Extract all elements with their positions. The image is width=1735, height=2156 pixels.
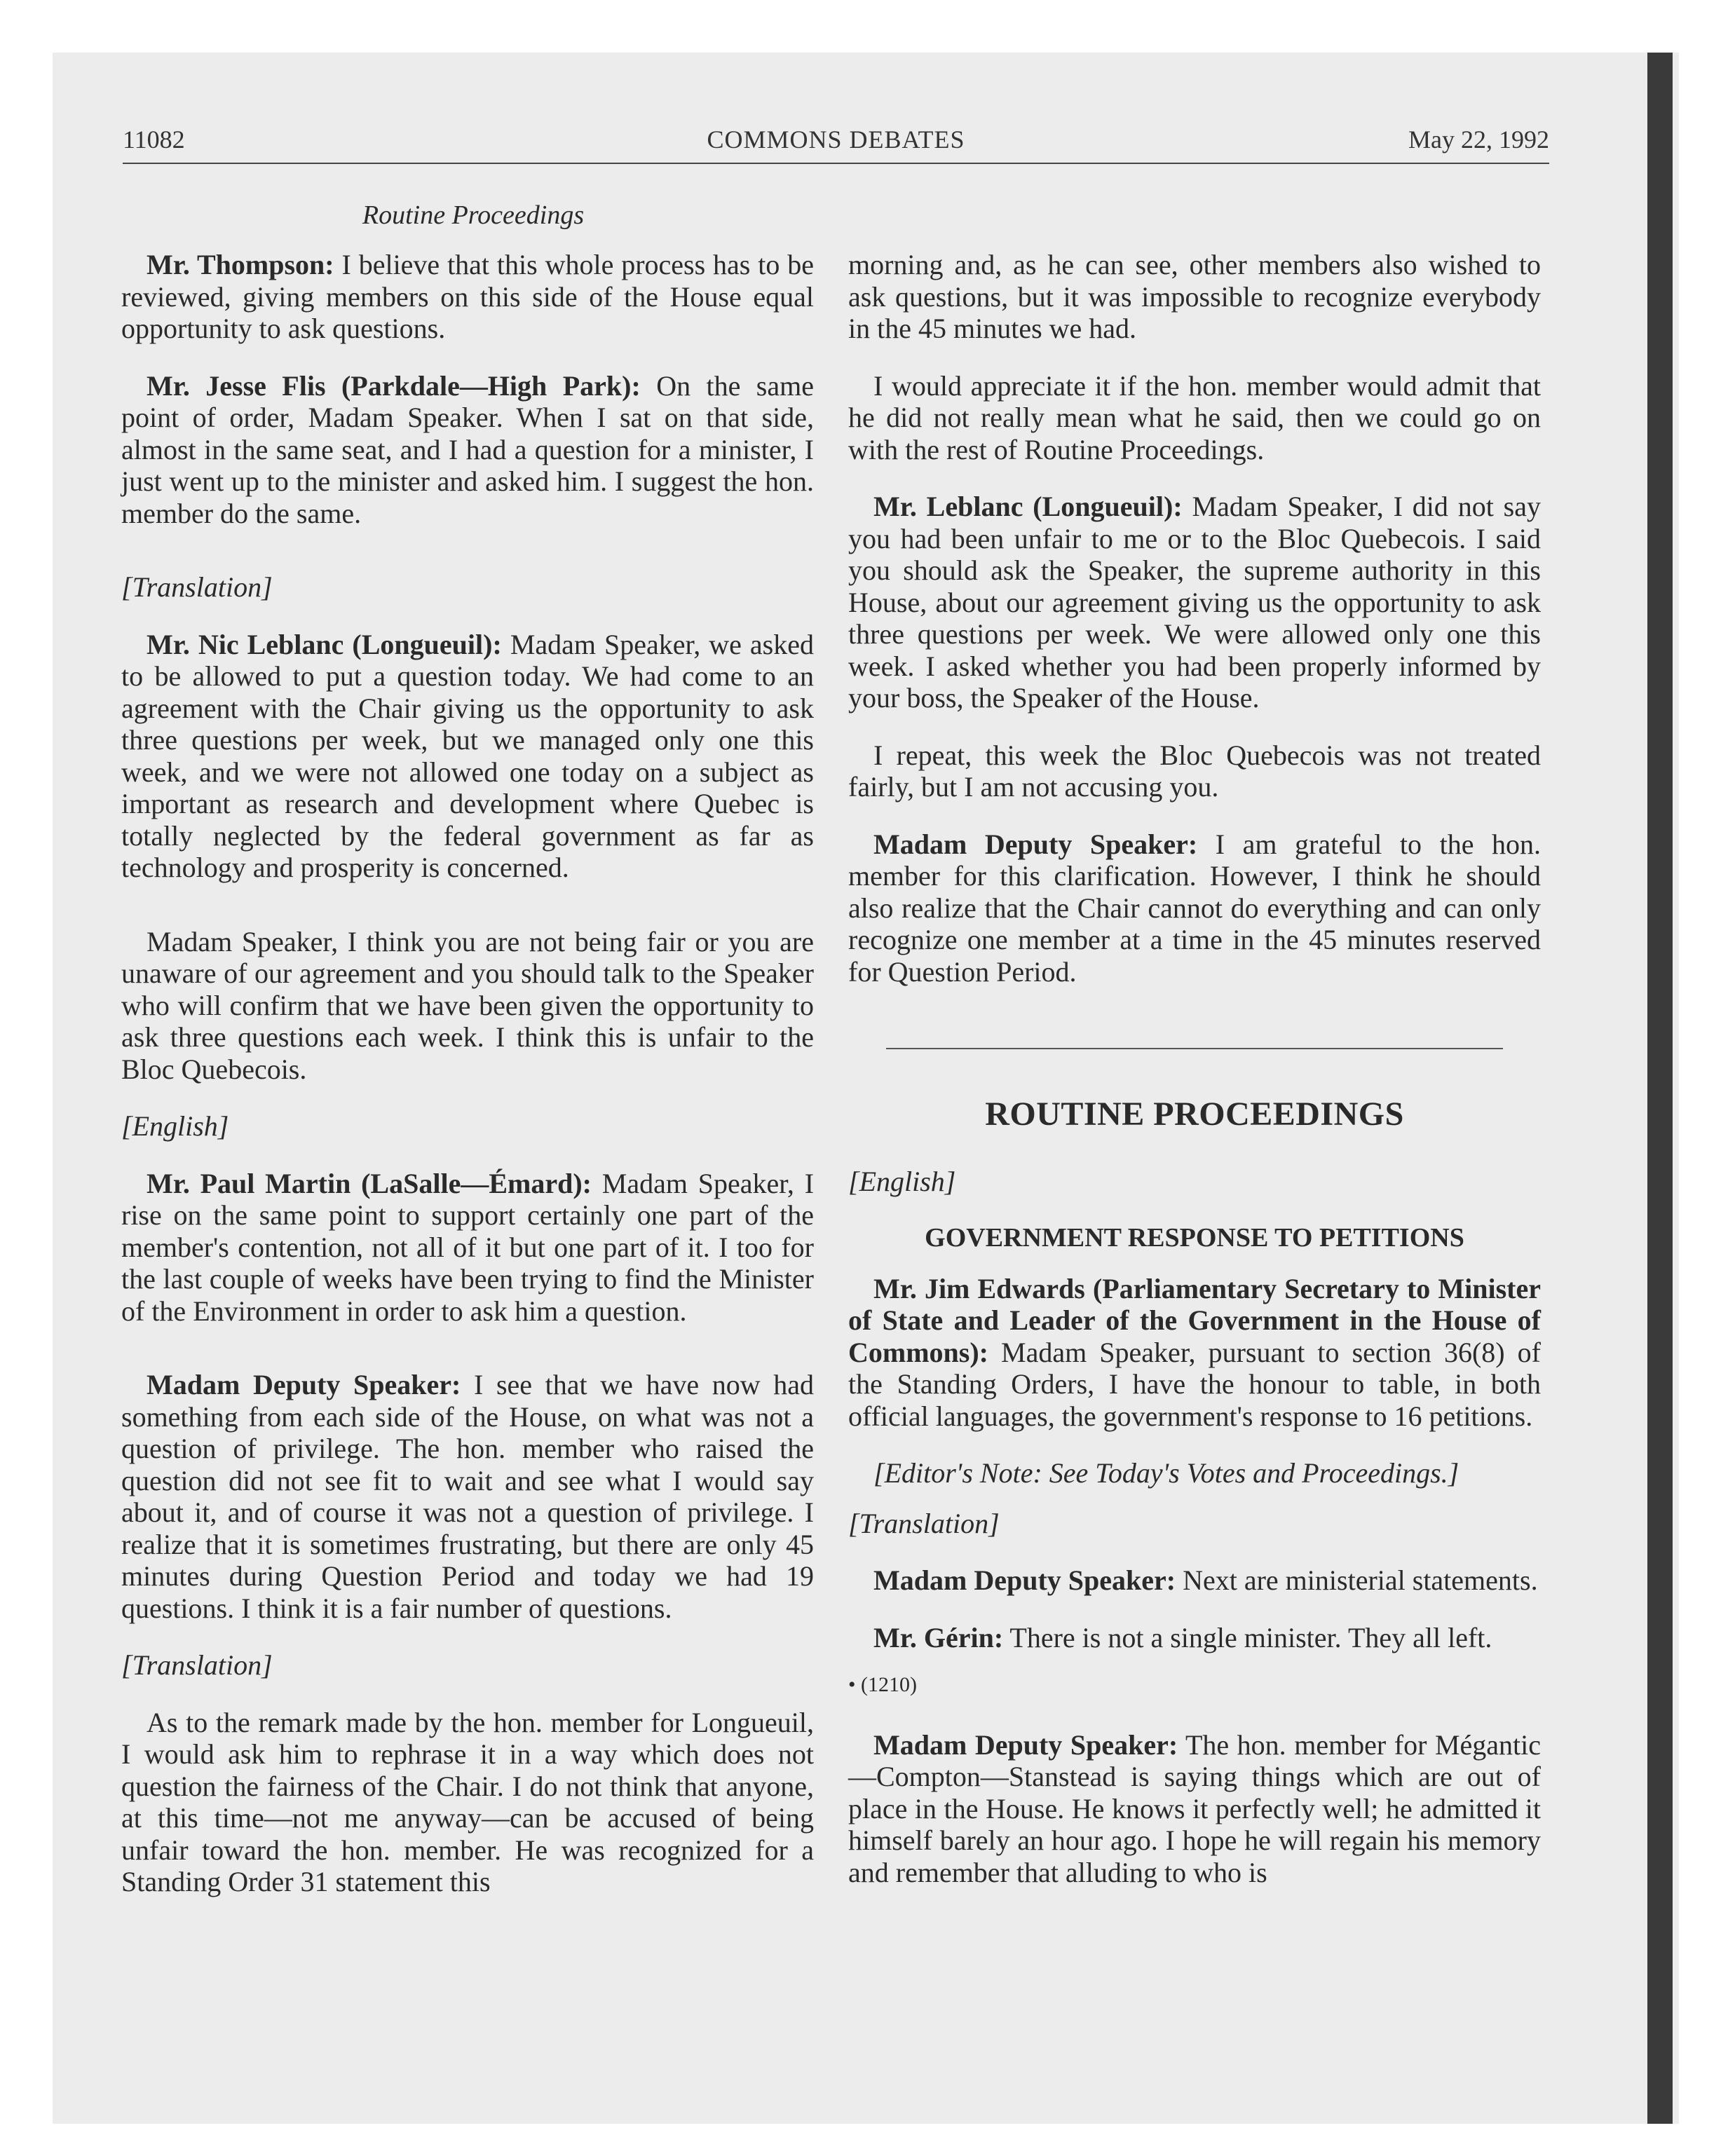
paragraph xyxy=(121,629,814,884)
speaker-name: Mr. Paul Martin (LaSalle—Émard): xyxy=(147,1167,592,1199)
header-rule xyxy=(123,163,1549,164)
paragraph xyxy=(848,491,1541,714)
subheading: GOVERNMENT RESPONSE TO PETITIONS xyxy=(925,1223,1464,1253)
binding-edge xyxy=(1647,53,1673,2124)
paragraph: Madam Speaker, I think you are not being fair or you are unaware of our agreement and you should talk to the Speaker who will confirm that we have been given the opportunity to ask three questions each week. I think this is unfair to the Bloc Quebecois. xyxy=(121,925,814,1085)
speech-text: Madam Speaker, I did not say you had been unfair to me or to the Bloc Quebecois. I said you should ask the Speaker, the supreme authority in this House, about our agreement giving us the opportunity to ask three questions per week. We were allowed only one this week. I asked whether you had been properly informed by your boss, the Speaker of the House. xyxy=(848,491,1541,714)
language-tag: [Translation] xyxy=(121,571,273,603)
paragraph xyxy=(121,249,814,345)
paragraph: I would appreciate it if the hon. member would admit that he did not really mean what he said, then we could go on with the rest of Routine Proceedings. xyxy=(848,369,1541,465)
speech-text: I am grateful to the hon. member for this clarification. However, I think he should also realize that the Chair cannot do everything and can only recognize one member at a time in the 45 minutes reserved for Question Period. xyxy=(848,828,1541,988)
speech-text: I believe that this whole process has to be reviewed, giving members on this side of the House equal opportunity to ask questions. xyxy=(121,249,814,344)
right-column xyxy=(848,249,1541,1913)
speech-text: Madam Speaker, I rise on the same point to support certainly one part of the member's contention, not all of it but one part of it. I too for the last couple of weeks have been trying to find the Minister of the Environment in order to ask him a question. xyxy=(121,1167,815,1327)
language-tag: [English] xyxy=(848,1165,956,1197)
language-tag: [Translation] xyxy=(121,1649,273,1681)
speaker-name: Madam Deputy Speaker: xyxy=(873,828,1198,860)
paragraph: I repeat, this week the Bloc Quebecois was not treated fairly, but I am not accusing you. xyxy=(848,739,1541,803)
paragraph xyxy=(848,1729,1541,1889)
speaker-name: Madam Deputy Speaker: xyxy=(873,1728,1178,1761)
paragraph xyxy=(848,1622,1541,1654)
time-marker: • (1210) xyxy=(848,1673,917,1696)
paragraph xyxy=(848,828,1541,988)
paragraph xyxy=(121,1168,814,1328)
speaker-name: Mr. Thompson: xyxy=(147,249,334,280)
speaker-name: Mr. Jesse Flis (Parkdale—High Park): xyxy=(147,369,641,402)
speech-text: There is not a single minister. They all left. xyxy=(1003,1621,1492,1653)
language-tag: [English] xyxy=(121,1110,229,1142)
speech-text: On the same point of order, Madam Speaker. When I sat on that side, almost in the same seat, and I had a question for a minister, I just went up to the minister and asked him. I suggest the hon. member do the same. xyxy=(121,369,814,529)
speaker-name: Mr. Gérin: xyxy=(873,1621,1004,1653)
speech-text: Madam Speaker, pursuant to section 36(8) of the Standing Orders, I have the honour to table, in both official languages, the government's response to 16 petitions. xyxy=(848,1336,1541,1432)
speech-text: The hon. member for Mégantic—Compton—Stanstead is saying things which are out of place in the House. He knows it perfectly well; he admitted it himself barely an hour ago. I hope he will regain his memory and remember that alluding to who is xyxy=(848,1728,1542,1888)
speech-text: Madam Speaker, we asked to be allowed to put a question today. We had come to an agreement with the Chair giving us the opportunity to ask three questions per week, but we managed only one this week, and we were not allowed one today on a subject as important as research and development where Quebec is totally neglected by the federal government as far as technology and prosperity is concerned. xyxy=(121,628,814,883)
language-tag: [Translation] xyxy=(848,1507,1000,1539)
paragraph: morning and, as he can see, other members also wished to ask questions, but it was impossible to recognize everybody in the 45 minutes we had. xyxy=(848,249,1541,344)
section-heading: ROUTINE PROCEEDINGS xyxy=(985,1096,1404,1133)
page-number: 11082 xyxy=(123,125,185,153)
speech-text: I see that we have now had something from each side of the House, on what was not a question of privilege. The hon. member who raised the question did not see fit to wait and see what I would say about it, and of course it was not a question of privilege. I realize that it is sometimes frustrating, but there are only 45 minutes during Question Period and today we had 19 questions. I think it is a fair number of questions. xyxy=(121,1369,814,1624)
page-date: May 22, 1992 xyxy=(1408,125,1549,153)
editors-note: [Editor's Note: See Today's Votes and Proceedings.] xyxy=(873,1457,1460,1489)
paragraph xyxy=(121,1369,814,1624)
paragraph xyxy=(848,1564,1541,1597)
speaker-name: Madam Deputy Speaker: xyxy=(147,1369,461,1400)
speaker-name: Madam Deputy Speaker: xyxy=(873,1564,1176,1596)
section-divider xyxy=(886,1048,1503,1049)
speaker-name: Mr. Jim Edwards (Parliamentary Secretary to Minister of State and Leader of the Government in the House of Commons): xyxy=(848,1272,1541,1368)
paragraph xyxy=(848,1273,1541,1433)
speech-text: Next are ministerial statements. xyxy=(1176,1564,1538,1596)
paragraph xyxy=(121,370,814,530)
publication-title: COMMONS DEBATES xyxy=(707,125,965,153)
page-header xyxy=(123,125,1549,167)
speaker-name: Mr. Nic Leblanc (Longueuil): xyxy=(147,628,502,660)
running-head: Routine Proceedings xyxy=(362,200,585,230)
paragraph: As to the remark made by the hon. member for Longueuil, I would ask him to rephrase it in a way which does not question the fairness of the Chair. I do not think that anyone, at this time—not me anyway—can be accused of being unfair toward the hon. member. He was recognized for a Standing Order 31 statement this xyxy=(121,1706,814,1897)
left-column xyxy=(121,249,814,1923)
speaker-name: Mr. Leblanc (Longueuil): xyxy=(873,491,1183,522)
